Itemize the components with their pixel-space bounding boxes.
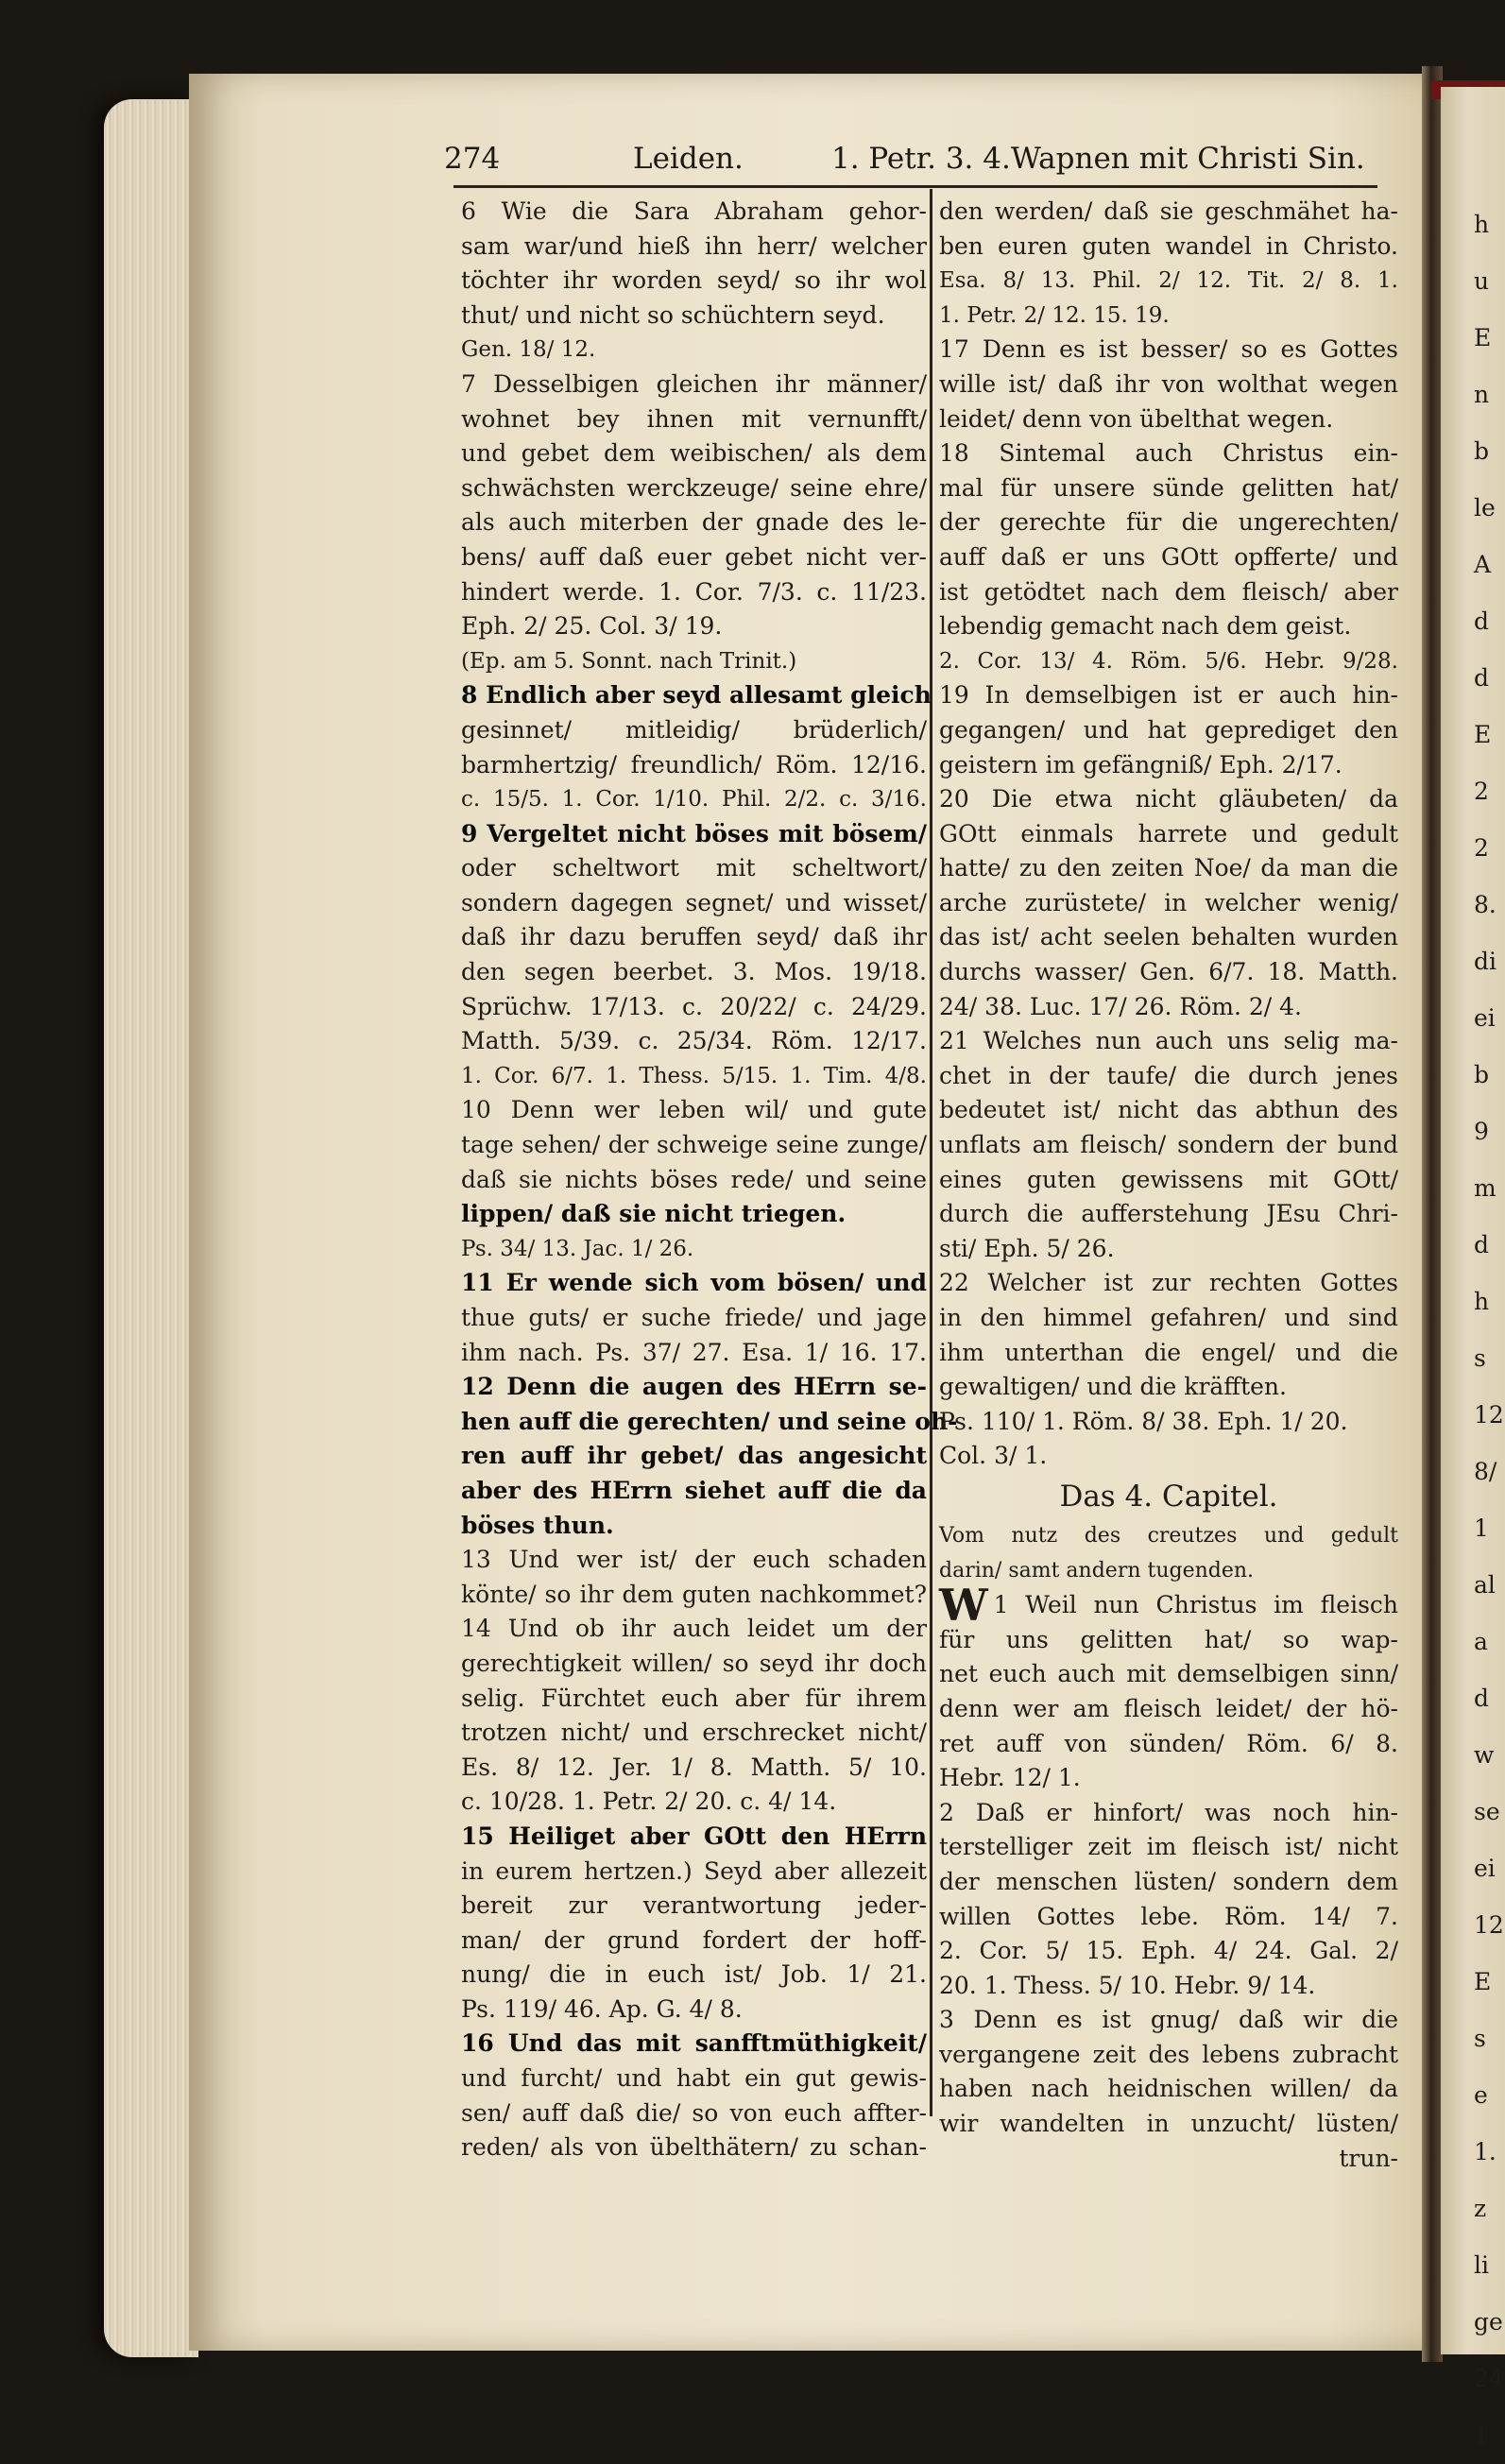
page-number: 274 [444, 142, 501, 176]
text-line: mal für unsere sünde gelitten hat/ [939, 473, 1398, 502]
text-line: in den himmel gefahren/ und sind [939, 1304, 1398, 1331]
header-book-reference: 1. Petr. 3. 4. [831, 142, 1011, 176]
facing-page-fragment: w [1474, 1741, 1495, 1769]
text-line: unflats am fleisch/ sondern der bund [939, 1131, 1398, 1159]
text-line: haben nach heidnischen willen/ da [939, 2075, 1398, 2103]
text-line: nung/ die in euch ist/ Job. 1/ 21. [461, 1960, 927, 1989]
header-right-title: Wapnen mit Christi Sin. [1011, 142, 1365, 176]
text-line: ist getödtet nach dem fleisch/ aber [939, 577, 1398, 606]
facing-page-fragment: z [1474, 2195, 1487, 2222]
text-line: 16 Und das mit sanfftmüthigkeit/ [461, 2029, 927, 2058]
text-line: reden/ als von übelthätern/ zu schan- [461, 2133, 927, 2162]
facing-page-fragment: ei [1474, 1855, 1496, 1882]
text-line: hindert werde. 1. Cor. 7/3. c. 11/23. [461, 577, 927, 606]
text-line: in eurem hertzen.) Seyd aber allezeit [461, 1857, 927, 1885]
text-line: tage sehen/ der schweige seine zunge/ [461, 1131, 927, 1159]
facing-page-fragment: E [1474, 721, 1492, 748]
facing-page-fragment: s [1474, 2025, 1486, 2052]
chapter-summary: Vom nutz des creutzes und gedult [939, 1523, 1398, 1548]
text-line: thut/ und nicht so schüchtern seyd. [461, 300, 885, 329]
text-line: 17 Denn es ist besser/ so es Gottes [939, 335, 1398, 364]
text-line: Esa. 8/ 13. Phil. 2/ 12. Tit. 2/ 8. 1. [939, 268, 1398, 294]
text-line: 9 Vergeltet nicht böses mit bösem/ [461, 819, 927, 847]
facing-page-fragment: A [1474, 551, 1492, 578]
text-line: Eph. 2/ 25. Col. 3/ 19. [461, 612, 723, 641]
text-line: 7 Desselbigen gleichen ihr männer/ [461, 369, 927, 398]
text-line: auff daß er uns GOtt opfferte/ und [939, 542, 1398, 571]
text-line: könte/ so ihr dem guten nachkommet? [461, 1580, 927, 1608]
text-line: böses thun. [461, 1511, 614, 1539]
text-line: leidet/ denn von übelthat wegen. [939, 404, 1334, 433]
facing-page-fragment: 2 [1474, 834, 1489, 862]
text-line: bereit zur verantwortung jeder- [461, 1891, 927, 1920]
facing-page-fragment: h [1474, 1288, 1490, 1315]
facing-page-fragment: di [1474, 948, 1496, 975]
text-line-body: 1 Weil nun Christus im fleisch [993, 1591, 1398, 1619]
facing-page-fragment: d [1474, 1231, 1490, 1258]
facing-page-fragment: 12 [1474, 1911, 1504, 1939]
facing-page-fragment: m [1474, 1174, 1496, 1202]
column-divider [930, 189, 932, 2116]
text-line: der gerechte für die ungerechten/ [939, 508, 1398, 537]
text-line: 13 Und wer ist/ der euch schaden [461, 1546, 927, 1574]
drop-cap: W [939, 1580, 988, 1632]
text-line: aber des HErrn siehet auff die da [461, 1476, 927, 1504]
facing-page-fragment: b [1474, 1061, 1490, 1088]
text-line: oder scheltwort mit scheltwort/ [461, 854, 927, 882]
text-line: ihm nach. Ps. 37/ 27. Esa. 1/ 16. 17. [461, 1338, 927, 1366]
text-line: net euch auch mit demselbigen sinn/ [939, 1660, 1398, 1688]
text-line: Gen. 18/ 12. [461, 337, 596, 363]
text-line: töchter ihr worden seyd/ so ihr wol [461, 266, 927, 295]
text-line: ren auff ihr gebet/ das angesicht [461, 1442, 927, 1470]
facing-page-fragment: ei [1474, 1004, 1496, 1032]
text-line: 8 Endlich aber seyd allesamt gleich [461, 681, 932, 710]
text-line: und gebet dem weibischen/ als dem [461, 439, 927, 468]
text-line: 6 Wie die Sara Abraham gehor- [461, 197, 927, 225]
header-left-title: Leiden. [633, 142, 744, 176]
header-rule [453, 185, 1377, 188]
facing-page-fragment: E [1474, 1968, 1492, 1995]
chapter-title: Das 4. Capitel. [1059, 1479, 1278, 1514]
facing-page-fragment: 1 [1474, 2421, 1489, 2449]
text-line: trun- [1339, 2144, 1398, 2172]
text-line: gegangen/ und hat geprediget den [939, 715, 1398, 744]
text-line: 20. 1. Thess. 5/ 10. Hebr. 9/ 14. [939, 1971, 1316, 1999]
text-line: Sprüchw. 17/13. c. 20/22/ c. 24/29. [461, 992, 927, 1020]
facing-page-fragment: n [1474, 381, 1490, 408]
text-line: den segen beerbet. 3. Mos. 19/18. [461, 958, 927, 986]
text-line: 12 Denn die augen des HErrn se- [461, 1373, 927, 1401]
text-line: durchs wasser/ Gen. 6/7. 18. Matth. [939, 958, 1398, 986]
text-line: trotzen nicht/ und erschrecket nicht/ [461, 1719, 927, 1747]
text-line: sen/ auff daß die/ so von euch affter- [461, 2098, 927, 2127]
facing-page-fragment: s [1474, 1344, 1486, 1372]
facing-page-fragment: h [1474, 211, 1490, 238]
text-line: 10 Denn wer leben wil/ und gute [461, 1096, 927, 1124]
facing-page-fragment: 12 [1474, 1401, 1504, 1429]
facing-page-fragment: li [1474, 2251, 1489, 2279]
text-line: geistern im gefängniß/ Eph. 2/17. [939, 750, 1343, 779]
text-line: vergangene zeit des lebens zubracht [939, 2040, 1398, 2068]
text-line: willen Gottes lebe. Röm. 14/ 7. [939, 1902, 1398, 1930]
text-line: schwächsten werckzeuge/ seine ehre/ [461, 473, 927, 502]
facing-page-fragment: 9 [1474, 1118, 1489, 1145]
text-line: lebendig gemacht nach dem geist. [939, 612, 1352, 641]
text-line: sti/ Eph. 5/ 26. [939, 1234, 1115, 1262]
text-line: lippen/ daß sie nicht triegen. [461, 1200, 847, 1228]
text-line: arche zurüstete/ in welcher wenig/ [939, 888, 1398, 916]
facing-page-fragment: u [1474, 267, 1490, 295]
facing-page-fragment: ge [1474, 2308, 1503, 2336]
text-line: 18 Sintemal auch Christus ein- [939, 439, 1398, 468]
text-line: ihm unterthan die engel/ und die [939, 1338, 1398, 1366]
text-line: wille ist/ daß ihr von wolthat wegen [939, 369, 1398, 398]
text-line: sam war/und hieß ihn herr/ welcher [461, 231, 927, 260]
text-line: Hebr. 12/ 1. [939, 1764, 1081, 1792]
facing-page-fragment: 1 [1474, 1514, 1489, 1542]
facing-page-fragment: e [1474, 2081, 1488, 2109]
text-line: 20 Die etwa nicht gläubeten/ da [939, 785, 1398, 813]
text-line: Matth. 5/39. c. 25/34. Röm. 12/17. [461, 1027, 927, 1055]
facing-page-fragment: d [1474, 607, 1490, 635]
text-line: 22 Welcher ist zur rechten Gottes [939, 1269, 1398, 1297]
text-line: das ist/ acht seelen behalten wurden [939, 923, 1398, 951]
text-line: wir wandelten in unzucht/ lüsten/ [939, 2110, 1398, 2138]
text-line: Ps. 110/ 1. Röm. 8/ 38. Eph. 1/ 20. [939, 1407, 1348, 1435]
text-line: hatte/ zu den zeiten Noe/ da man die [939, 854, 1398, 882]
text-line: 21 Welches nun auch uns selig ma- [939, 1027, 1398, 1055]
text-line: durch die aufferstehung JEsu Chri- [939, 1200, 1398, 1228]
facing-page-fragment: E [1474, 324, 1492, 351]
text-line: gewaltigen/ und die kräfften. [939, 1373, 1287, 1401]
text-line: ben euren guten wandel in Christo. [939, 231, 1398, 260]
text-line: 2. Cor. 13/ 4. Röm. 5/6. Hebr. 9/28. [939, 648, 1398, 674]
facing-page-text [1474, 197, 1504, 2464]
text-line: (Ep. am 5. Sonnt. nach Trinit.) [461, 648, 797, 674]
facing-page-fragment: 1. [1474, 2138, 1496, 2165]
facing-page-fragment: le [1474, 494, 1496, 522]
text-line: 1. Cor. 6/7. 1. Thess. 5/15. 1. Tim. 4/8. [461, 1063, 927, 1088]
text-line: 24/ 38. Luc. 17/ 26. Röm. 2/ 4. [939, 992, 1302, 1020]
facing-page-fragment: se [1474, 1798, 1500, 1825]
text-line: für uns gelitten hat/ so wap- [939, 1625, 1398, 1653]
text-line: Ps. 34/ 13. Jac. 1/ 26. [461, 1236, 694, 1261]
text-line: ret auff von sünden/ Röm. 6/ 8. [939, 1729, 1398, 1757]
text-line [939, 1580, 1398, 1632]
facing-page-fragment: 2 [1474, 778, 1489, 805]
facing-page-fragment: al [1474, 1571, 1496, 1599]
text-line: den werden/ daß sie geschmähet ha- [939, 197, 1398, 225]
text-line: und furcht/ und habt ein gut gewis- [461, 2064, 927, 2093]
facing-page-fragment: d [1474, 1685, 1490, 1712]
text-line: 19 In demselbigen ist er auch hin- [939, 681, 1398, 710]
text-line: der menschen lüsten/ sondern dem [939, 1867, 1398, 1895]
right-text-column [939, 195, 1398, 2176]
text-line: als auch miterben der gnade des le- [461, 508, 927, 537]
text-line: man/ der grund fordert der hoff- [461, 1925, 927, 1954]
facing-page-fragment: 24 [1474, 2365, 1504, 2392]
text-line: denn wer am fleisch leidet/ der hö- [939, 1694, 1398, 1722]
text-line: selig. Fürchtet euch aber für ihrem [461, 1684, 927, 1712]
text-line: Col. 3/ 1. [939, 1442, 1048, 1470]
text-line: GOtt einmals harrete und gedult [939, 819, 1398, 847]
facing-page-fragment: a [1474, 1628, 1488, 1655]
text-line: hen auff die gerechten/ und seine oh- [461, 1407, 958, 1435]
text-line: daß ihr dazu beruffen seyd/ daß ihr [461, 923, 927, 951]
text-line: Es. 8/ 12. Jer. 1/ 8. Matth. 5/ 10. [461, 1753, 927, 1781]
text-line: 2. Cor. 5/ 15. Eph. 4/ 24. Gal. 2/ [939, 1937, 1398, 1965]
text-line: gesinnet/ mitleidig/ brüderlich/ [461, 715, 927, 744]
text-line: daß sie nichts böses rede/ und seine [461, 1165, 927, 1193]
text-line: terstelliger zeit im fleisch ist/ nicht [939, 1833, 1398, 1861]
facing-page-fragment: d [1474, 664, 1490, 692]
text-line: 3 Denn es ist gnug/ daß wir die [939, 2006, 1398, 2034]
text-line: wohnet bey ihnen mit vernunfft/ [461, 404, 927, 433]
text-line: thue guts/ er suche friede/ und jage [461, 1304, 927, 1331]
chapter-summary: darin/ samt andern tugenden. [939, 1558, 1255, 1583]
facing-page-fragment: 8/ [1474, 1458, 1497, 1485]
facing-page-fragment: 8. [1474, 891, 1496, 918]
running-header [444, 142, 1389, 183]
text-line: eines guten gewissens mit GOtt/ [939, 1165, 1398, 1193]
text-line: chet in der taufe/ die durch jenes [939, 1061, 1398, 1089]
text-line: gerechtigkeit willen/ so seyd ihr doch [461, 1649, 927, 1677]
text-line: barmhertzig/ freundlich/ Röm. 12/16. [461, 750, 927, 779]
text-line: 2 Daß er hinfort/ was noch hin- [939, 1798, 1398, 1826]
text-line: 1. Petr. 2/ 12. 15. 19. [939, 302, 1170, 328]
text-line: 14 Und ob ihr auch leidet um der [461, 1615, 927, 1643]
text-line: c. 10/28. 1. Petr. 2/ 20. c. 4/ 14. [461, 1788, 837, 1816]
facing-page-fragment: b [1474, 437, 1490, 465]
book-gutter [1422, 66, 1443, 2362]
left-text-column [461, 195, 958, 2165]
text-line: bedeutet ist/ nicht das abthun des [939, 1096, 1398, 1124]
text-line: c. 15/5. 1. Cor. 1/10. Phil. 2/2. c. 3/16. [461, 787, 927, 813]
text-line: bens/ auff daß euer gebet nicht ver- [461, 542, 927, 571]
text-line: Ps. 119/ 46. Ap. G. 4/ 8. [461, 1994, 743, 2023]
text-line: 11 Er wende sich vom bösen/ und [461, 1269, 927, 1297]
text-line: 15 Heiliget aber GOtt den HErrn [461, 1822, 927, 1850]
text-line: sondern dagegen segnet/ und wisset/ [461, 888, 927, 916]
page-stack-edge [104, 99, 198, 2357]
